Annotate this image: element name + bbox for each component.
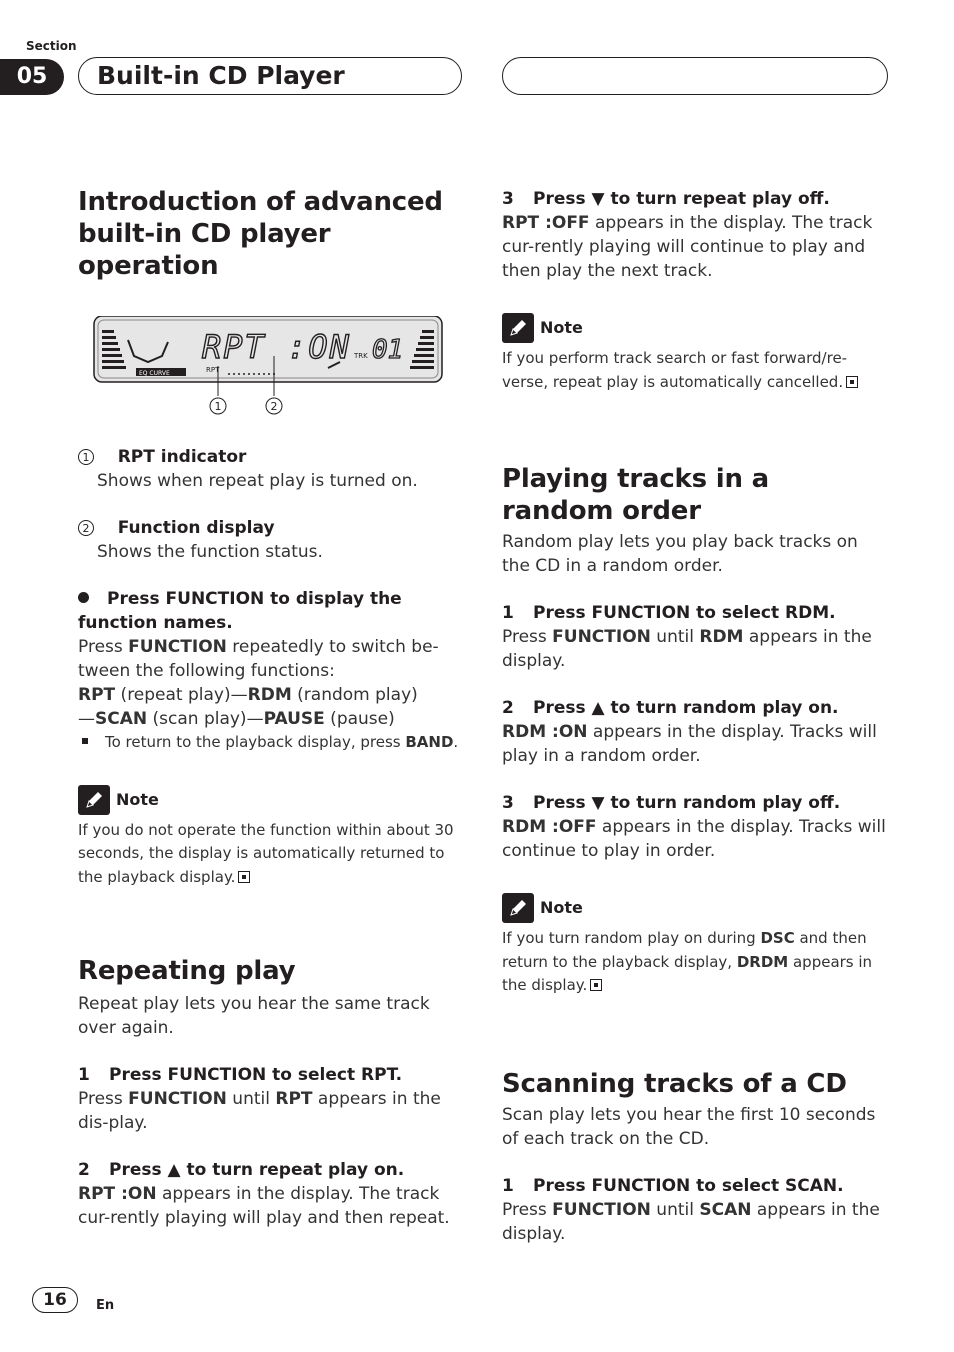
cd-display-graphic [78, 316, 464, 426]
chapter-title: Built-in CD Player [97, 61, 345, 90]
function-list-line1: RPT (repeat play)—RDM (random play) [78, 685, 418, 705]
language-label: En [96, 1298, 115, 1313]
callout-number-2: 2 [270, 400, 278, 413]
item2-description: Shows the function status. [97, 542, 323, 562]
repeat-note [502, 313, 888, 394]
end-mark-icon [238, 871, 250, 883]
scan-step1-heading: 1 Press FUNCTION to select SCAN. [502, 1175, 844, 1196]
repeat-step3-body: RPT :OFF appears in the display. The track cur-rently playing will continue to play and then play the next track. [502, 213, 873, 281]
item2-title: Function display [117, 518, 275, 538]
pencil-note-icon [502, 893, 534, 923]
note-label: Note [540, 898, 583, 917]
bullet-icon [78, 592, 89, 603]
repeat-intro: Repeat play lets you hear the same track over again. [78, 994, 430, 1038]
note-text: If you do not operate the function within about 30 seconds, the display is automatically returned to the playback display. [78, 820, 454, 886]
callout-number-1: 1 [214, 400, 222, 413]
random-step1-heading: 1 Press FUNCTION to select RDM. [502, 603, 836, 623]
end-mark-icon [846, 376, 858, 388]
random-step3-body: RDM :OFF appears in the display. Tracks will continue to play in order. [502, 817, 886, 861]
note-header [502, 313, 888, 343]
repeat-step2-body: RPT :ON appears in the display. The track cur-rently playing will play and then repeat. [78, 1184, 450, 1228]
note-label: Note [540, 318, 583, 337]
item1-description: Shows when repeat play is turned on. [97, 471, 418, 491]
rpt-indicator-label: RPT [206, 366, 220, 374]
section-label: Section [26, 39, 77, 53]
pencil-note-icon [78, 785, 110, 815]
repeat-step2-heading: 2 Press ▲ to turn repeat play on. [78, 1160, 405, 1180]
note-label: Note [116, 789, 159, 809]
scan-heading: Scanning tracks of a CD [502, 1068, 847, 1099]
item1-marker: 1 [78, 449, 94, 465]
random-intro: Random play lets you play back tracks on the CD in a random order. [502, 532, 858, 576]
track-label: TRK [354, 352, 368, 360]
display-main-text: RPT :ON [202, 328, 351, 366]
note-header [78, 785, 464, 815]
section-number-badge: 05 [0, 59, 64, 95]
random-step2-heading: 2 Press ▲ to turn random play on. [502, 698, 839, 718]
note-header [502, 893, 888, 923]
function-list-line2: —SCAN (scan play)—PAUSE (pause) [78, 709, 395, 729]
random-note [502, 893, 888, 998]
right-column [502, 186, 888, 1246]
item2-heading [78, 516, 464, 540]
page-number: 16 [32, 1287, 78, 1313]
function-bullet-heading: Press FUNCTION to display the function names. [78, 589, 402, 633]
eq-curve-label: EQ CURVE [139, 370, 170, 377]
track-number: 01 [372, 335, 404, 365]
empty-tab [502, 57, 888, 95]
item1-title: RPT indicator [117, 447, 247, 467]
random-step2-body: RDM :ON appears in the display. Tracks will play in a random order. [502, 722, 877, 766]
intro-heading: Introduction of advanced built-in CD player operation [78, 187, 443, 281]
square-bullet-icon [82, 738, 88, 744]
random-step3-heading: 3 Press ▼ to turn random play off. [502, 793, 841, 813]
note-text: If you perform track search or fast forward/re-verse, repeat play is automatically cancelled. [502, 347, 888, 394]
pencil-note-icon [502, 313, 534, 343]
repeat-step1-heading: 1 Press FUNCTION to select RPT. [78, 1065, 403, 1085]
scan-step1-body: Press FUNCTION until SCAN appears in the display. [502, 1199, 880, 1244]
note-text: If you turn random play on during DSC and then return to the playback display, DRDM appears in the display. [502, 929, 873, 994]
end-mark-icon [590, 979, 602, 991]
repeat-heading: Repeating play [78, 956, 296, 986]
function-body: Press FUNCTION repeatedly to switch be-tween the following functions: [78, 637, 439, 681]
repeat-step3-heading: 3 Press ▼ to turn repeat play off. [502, 189, 830, 209]
item1-heading [78, 445, 464, 469]
scan-intro: Scan play lets you hear the first 10 seconds of each track on the CD. [502, 1104, 876, 1149]
item2-marker: 2 [78, 520, 94, 536]
band-tip: To return to the playback display, press BAND. [78, 731, 464, 755]
intro-note [78, 785, 464, 890]
random-heading: Playing tracks in a random order [502, 464, 769, 526]
left-column [78, 186, 464, 1230]
random-step1-body: Press FUNCTION until RDM appears in the display. [502, 627, 872, 671]
display-illustration [78, 316, 464, 426]
repeat-step1-body: Press FUNCTION until RPT appears in the dis-play. [78, 1089, 441, 1133]
